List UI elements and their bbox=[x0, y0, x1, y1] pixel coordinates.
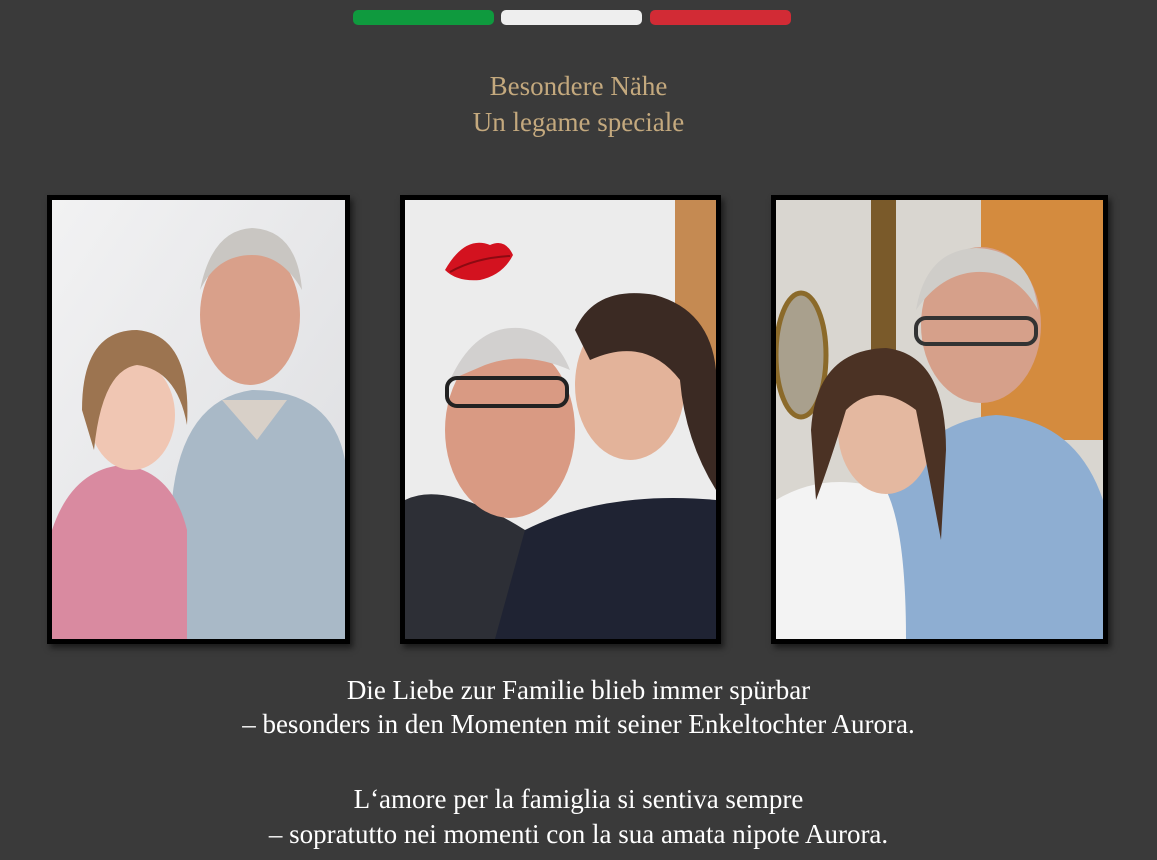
page-title-german: Besondere Nähe bbox=[489, 71, 668, 101]
caption-italian-line-1: L‘amore per la famiglia si sentiva sempre bbox=[353, 784, 804, 814]
flag-stripe-green bbox=[353, 10, 494, 25]
photo-grandfather-young-granddaughter bbox=[47, 195, 350, 644]
flag-stripe-white bbox=[501, 10, 642, 25]
flag-stripe-red bbox=[650, 10, 791, 25]
caption-italian-line-2: – sopratutto nei momenti con la sua amata nipote Aurora. bbox=[268, 819, 889, 849]
photo-selfie-kiss bbox=[400, 195, 721, 644]
page-title-italian: Un legame speciale bbox=[472, 107, 685, 137]
photo-grandfather-teen-granddaughter bbox=[771, 195, 1108, 644]
caption-german-line-1: Die Liebe zur Familie blieb immer spürbar bbox=[346, 675, 811, 705]
caption-german-line-2: – besonders in den Momenten mit seiner Enkeltochter Aurora. bbox=[242, 709, 915, 739]
